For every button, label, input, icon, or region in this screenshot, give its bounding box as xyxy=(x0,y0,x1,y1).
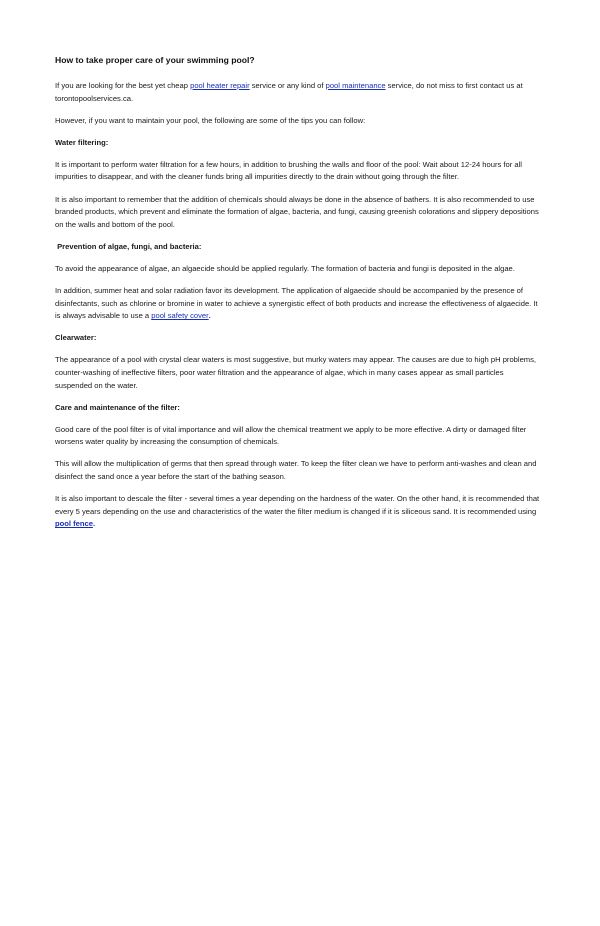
page-title: How to take proper care of your swimming pool? xyxy=(55,55,255,65)
intro-text-start: If you are looking for the best yet cheap xyxy=(55,81,191,90)
filter-care-paragraph-1: Good care of the pool filter is of vital importance and will allow the chemical treatment we apply to be more effective. A dirty or damaged filter worsens water quality by increasing the consumption of chemicals. xyxy=(55,424,527,447)
filter-care-paragraph-3 xyxy=(55,493,540,531)
clearwater-paragraph-1: The appearance of a pool with crystal clear waters is most suggestive, but murky waters may appear. The causes are due to high pH problems, counter-washing of ineffective filters, poor water filtration and the appearance of algae, which in many cases appear as small particles suspended on the water. xyxy=(55,355,537,390)
intro-paragraph xyxy=(55,80,540,105)
filter-care-paragraph-3-end: . xyxy=(92,519,96,529)
prevention-paragraph-2-end: . xyxy=(208,311,211,321)
water-filtering-paragraph-2: It is also important to remember that the addition of chemicals should always be done in the absence of bathers. It is also recommended to use branded products, which prevent and eliminate the formation of algae, bacteria, and fungi, causing greenish colorations and slippery depositions on the walls and bottom of the pool. xyxy=(55,194,539,229)
intro-text-end: service, do not miss to first contact us at torontopoolservices.ca. xyxy=(55,81,523,103)
filter-care-paragraph-2: This will allow the multiplication of germs that then spread through water. To keep the filter clean we have to perform anti-washes and clean and disinfect the sand once a year before the start of the bathing season. xyxy=(55,459,537,482)
tips-intro-paragraph: However, if you want to maintain your pool, the following are some of the tips you can follow: xyxy=(55,115,366,125)
prevention-paragraph-2-text: In addition, summer heat and solar radiation favor its development. The application of algaecide should be accompanied by the presence of disinfectants, such as chlorine or bromine in water to achieve a synergistic effect of both products and increase the effectiveness of algaecide. It is always advisable to use a xyxy=(55,286,538,321)
clearwater-heading: Clearwater: xyxy=(55,333,97,343)
prevention-paragraph-1: To avoid the appearance of algae, an algaecide should be applied regularly. The formation of bacteria and fungi is deposited in the algae. xyxy=(55,263,515,273)
intro-text-middle: service or any kind of xyxy=(249,81,326,90)
pool-maintenance-link[interactable]: pool maintenance xyxy=(325,81,386,90)
filter-care-paragraph-3-text: It is also important to descale the filter - several times a year depending on the hardness of the water. On the other hand, it is recommended that every 5 years depending on the use and characteristics of the water the filter medium is changed if it is siliceous sand. It is recommended using xyxy=(55,494,540,516)
pool-heater-repair-link[interactable]: pool heater repair xyxy=(190,81,250,90)
prevention-paragraph-2 xyxy=(55,285,540,323)
pool-fence-link[interactable]: pool fence xyxy=(55,519,93,529)
pool-safety-cover-link[interactable]: pool safety cover xyxy=(151,311,209,321)
prevention-heading: Prevention of algae, fungi, and bacteria: xyxy=(55,241,202,251)
filter-care-heading: Care and maintenance of the filter: xyxy=(55,402,180,412)
water-filtering-heading: Water filtering: xyxy=(55,137,109,147)
water-filtering-paragraph-1: It is important to perform water filtration for a few hours, in addition to brushing the walls and floor of the pool: Wait about 12-24 hours for all impurities to disappear, and with the cleaner funds bring all impurities directly to the drain without going through the filter. xyxy=(55,159,522,182)
